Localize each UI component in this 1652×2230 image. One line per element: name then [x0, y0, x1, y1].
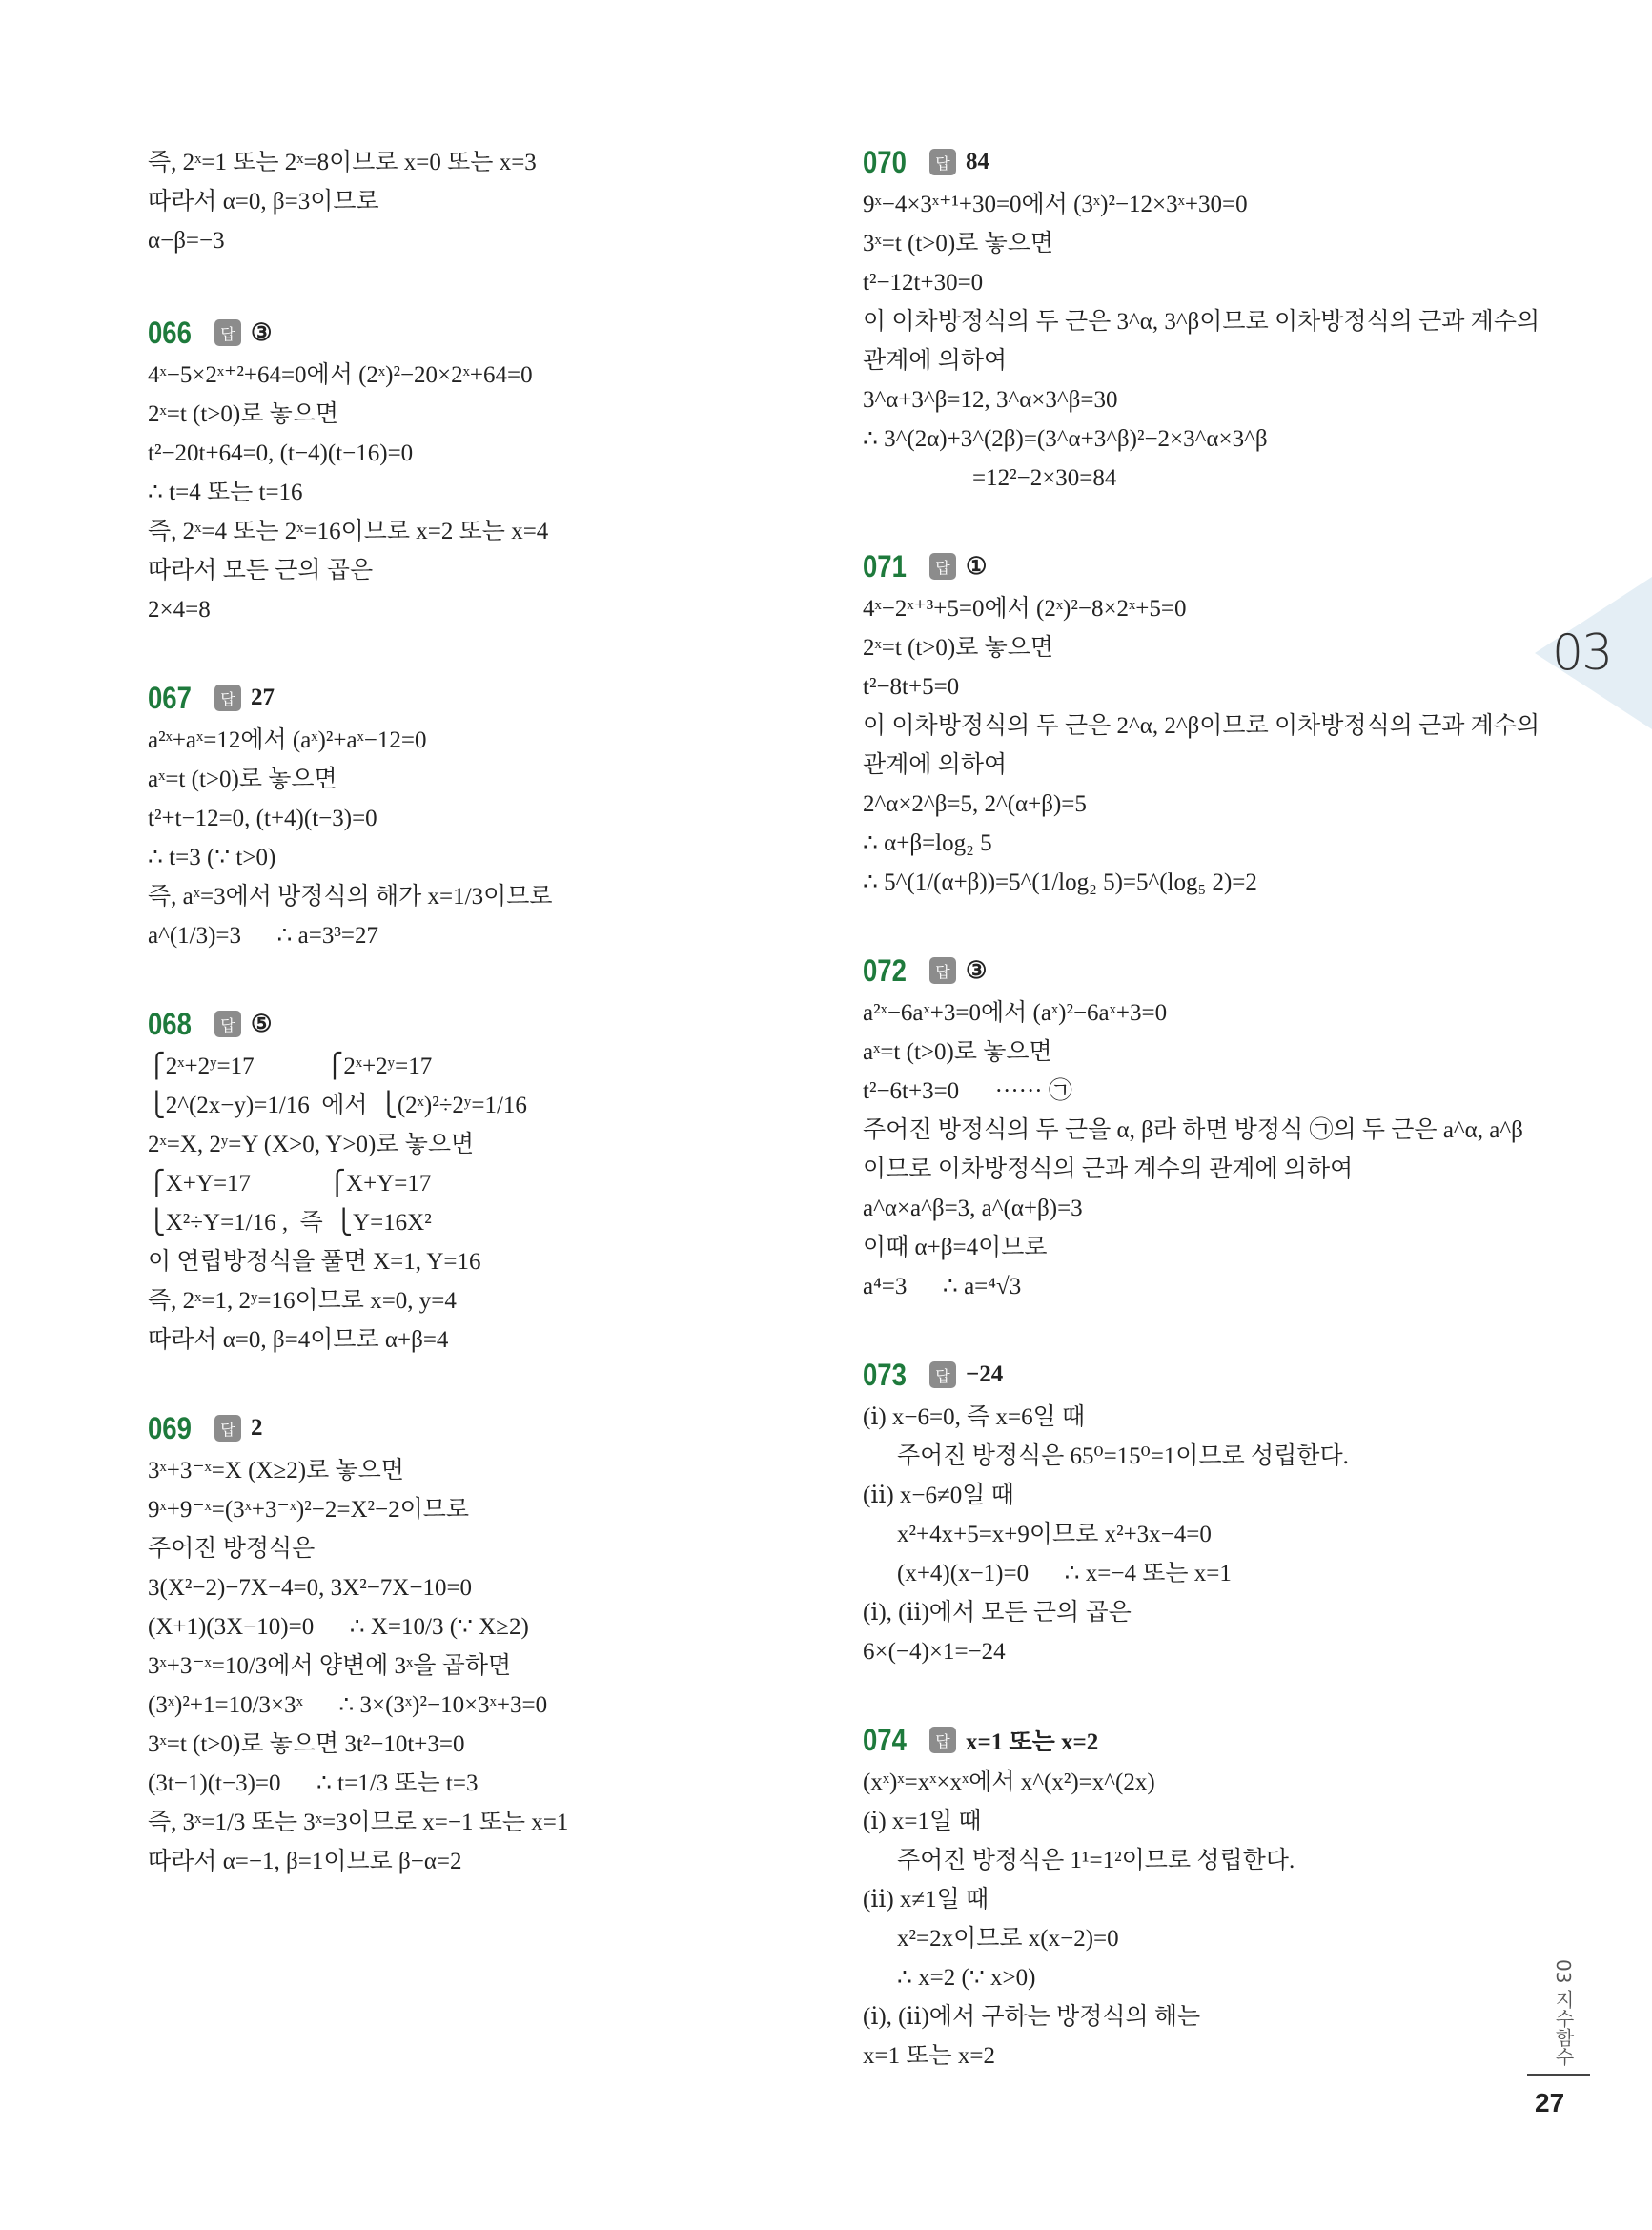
problem-header	[148, 1409, 815, 1447]
solution-line: (ⅰ) x−6=0, 즉 x=6일 때	[863, 1404, 1086, 1430]
solution-line: a⁴=3 ∴ a=⁴√3	[863, 1274, 1022, 1299]
solution-line: ⎩2^(2x−y)=1/16 에서 ⎩(2ˣ)²÷2ʸ=1/16	[148, 1093, 527, 1118]
answer-badge: 답	[929, 553, 956, 580]
answer-badge: 답	[214, 319, 241, 346]
problem-number: 067	[148, 680, 192, 715]
solution-line: aˣ=t (t>0)로 놓으면	[863, 1039, 1052, 1065]
solution-line: a²ˣ+aˣ=12에서 (aˣ)²+aˣ−12=0	[148, 727, 427, 753]
solution-line: 따라서 α=0, β=3이므로	[148, 189, 379, 215]
answer-value: ①	[966, 554, 988, 580]
right-column	[863, 143, 1540, 2125]
problem-header	[863, 1721, 1530, 1759]
solution-line: 3ˣ=t (t>0)로 놓으면	[863, 231, 1054, 256]
answer-badge: 답	[929, 1361, 956, 1388]
solution-line: a^α×a^β=3, a^(α+β)=3	[863, 1196, 1083, 1221]
solution-line: aˣ=t (t>0)로 놓으면	[148, 767, 337, 792]
problem-block-071	[863, 547, 1540, 902]
solution-line: 3^α+3^β=12, 3^α×3^β=30	[863, 387, 1118, 413]
solution-line: 이 이차방정식의 두 근은 3^α, 3^β이므로 이차방정식의 근과 계수의	[863, 309, 1540, 335]
solution-line: ∴ t=3 (∵ t>0)	[148, 845, 276, 870]
answer-badge: 답	[929, 1727, 956, 1753]
solution-line: 이므로 이차방정식의 근과 계수의 관계에 의하여	[863, 1156, 1354, 1182]
problem-number: 071	[863, 548, 907, 583]
solution-line: 3(X²−2)−7X−4=0, 3X²−7X−10=0	[148, 1575, 473, 1601]
solution-line: =12²−2×30=84	[972, 465, 1117, 491]
problem-header	[148, 1005, 815, 1043]
solution-line: 즉, 2ˣ=1 또는 2ˣ=8이므로 x=0 또는 x=3	[148, 150, 537, 175]
problem-number: 068	[148, 1006, 192, 1041]
solution-line: 2ˣ=X, 2ʸ=Y (X>0, Y>0)로 놓으면	[148, 1132, 475, 1157]
problem-number: 066	[148, 315, 192, 350]
answer-value: 2	[251, 1415, 263, 1441]
solution-line: (ⅰ), (ⅱ)에서 구하는 방정식의 해는	[863, 2004, 1201, 2030]
problem-header	[863, 1356, 1530, 1394]
solution-line: ⎩X²÷Y=1/16 , 즉 ⎩Y=16X²	[148, 1210, 432, 1236]
solution-line: α−β=−3	[148, 228, 225, 254]
solution-line: (xˣ)ˣ=xˣ×xˣ에서 x^(x²)=x^(2x)	[863, 1770, 1155, 1795]
solution-line: 3ˣ+3⁻ˣ=10/3에서 양변에 3ˣ을 곱하면	[148, 1653, 512, 1679]
solution-line: (ⅰ) x=1일 때	[863, 1809, 982, 1834]
solution-line: 즉, aˣ=3에서 방정식의 해가 x=1/3이므로	[148, 884, 553, 910]
solution-line: ∴ 5^(1/(α+β))=5^(1/log₂ 5)=5^(log₅ 2)=2	[863, 869, 1257, 895]
answer-value: ⑤	[251, 1012, 273, 1037]
problem-block-069	[148, 1409, 815, 1881]
problem-block-068	[148, 1005, 815, 1360]
solution-line: t²−6t+3=0 ······ ㉠	[863, 1078, 1072, 1104]
problem-block-074	[863, 1721, 1530, 2076]
solution-line: t²−20t+64=0, (t−4)(t−16)=0	[148, 440, 414, 466]
solution-line: 4ˣ−2ˣ⁺³+5=0에서 (2ˣ)²−8×2ˣ+5=0	[863, 596, 1187, 622]
solution-line: 관계에 의하여	[863, 752, 1008, 778]
chapter-tab-label: 03	[1552, 624, 1612, 682]
solution-line: ⎧X+Y=17 ⎧X+Y=17	[148, 1171, 432, 1197]
solution-line: 2ˣ=t (t>0)로 놓으면	[148, 401, 339, 427]
solution-line: ∴ t=4 또는 t=16	[148, 480, 303, 505]
solution-line: 주어진 방정식은	[148, 1536, 316, 1562]
problem-block-073	[863, 1356, 1530, 1671]
answer-value: ③	[251, 320, 273, 346]
solution-line: 이때 α+β=4이므로	[863, 1235, 1048, 1260]
solution-line: 4ˣ−5×2ˣ⁺²+64=0에서 (2ˣ)²−20×2ˣ+64=0	[148, 362, 533, 388]
solution-line: (ⅱ) x−6≠0일 때	[863, 1483, 1014, 1508]
solution-line: 주어진 방정식은 1¹=1²이므로 성립한다.	[897, 1848, 1295, 1873]
solution-line: ∴ x=2 (∵ x>0)	[897, 1965, 1036, 1991]
solution-line: 즉, 3ˣ=1/3 또는 3ˣ=3이므로 x=−1 또는 x=1	[148, 1810, 569, 1835]
solution-line: 이 이차방정식의 두 근은 2^α, 2^β이므로 이차방정식의 근과 계수의	[863, 713, 1540, 739]
problem-number: 070	[863, 144, 907, 179]
solution-line: x=1 또는 x=2	[863, 2043, 995, 2069]
solution-line: (3ˣ)²+1=10/3×3ˣ ∴ 3×(3ˣ)²−10×3ˣ+3=0	[148, 1692, 548, 1718]
solution-line: a^(1/3)=3 ∴ a=3³=27	[148, 923, 378, 949]
solution-line: 9ˣ+9⁻ˣ=(3ˣ+3⁻ˣ)²−2=X²−2이므로	[148, 1497, 470, 1523]
problem-number: 073	[863, 1357, 907, 1392]
solution-line: 관계에 의하여	[863, 348, 1008, 374]
solution-line: 6×(−4)×1=−24	[863, 1639, 1006, 1665]
solution-line: ∴ α+β=log₂ 5	[863, 830, 992, 856]
solution-line: 2×4=8	[148, 597, 211, 623]
answer-value: −24	[966, 1361, 1004, 1387]
solution-line: (ⅰ), (ⅱ)에서 모든 근의 곱은	[863, 1600, 1132, 1626]
solution-line: 주어진 방정식의 두 근을 α, β라 하면 방정식 ㉠의 두 근은 a^α, a^β	[863, 1117, 1523, 1143]
solution-line: x²+4x+5=x+9이므로 x²+3x−4=0	[897, 1522, 1212, 1547]
page-number: 27	[1535, 2088, 1565, 2117]
solution-line: 9ˣ−4×3ˣ⁺¹+30=0에서 (3ˣ)²−12×3ˣ+30=0	[863, 192, 1248, 217]
problem-block-070	[863, 143, 1540, 498]
solution-line: 따라서 모든 근의 곱은	[148, 558, 374, 583]
solution-line: 따라서 α=0, β=4이므로 α+β=4	[148, 1327, 449, 1353]
side-chapter-label: 03 지수함수	[1552, 1959, 1575, 2066]
solution-line: 주어진 방정식은 65⁰=15⁰=1이므로 성립한다.	[897, 1443, 1349, 1469]
solution-line: (3t−1)(t−3)=0 ∴ t=1/3 또는 t=3	[148, 1770, 479, 1796]
continued-solution	[148, 143, 815, 260]
solution-line: (x+4)(x−1)=0 ∴ x=−4 또는 x=1	[897, 1561, 1232, 1586]
solution-line: 즉, 2ˣ=4 또는 2ˣ=16이므로 x=2 또는 x=4	[148, 519, 549, 544]
solution-line: 3ˣ+3⁻ˣ=X (X≥2)로 놓으면	[148, 1458, 404, 1483]
answer-value: ③	[966, 958, 988, 984]
solution-line: t²−8t+5=0	[863, 674, 960, 700]
answer-badge: 답	[214, 1011, 241, 1037]
problem-block-067	[148, 679, 815, 955]
solution-line: a²ˣ−6aˣ+3=0에서 (aˣ)²−6aˣ+3=0	[863, 1000, 1168, 1026]
side-rule	[1527, 2074, 1590, 2076]
solution-line: 2ˣ=t (t>0)로 놓으면	[863, 635, 1054, 661]
problem-header	[863, 143, 1530, 181]
solution-line: t²−12t+30=0	[863, 270, 984, 296]
solution-line: 즉, 2ˣ=1, 2ʸ=16이므로 x=0, y=4	[148, 1288, 457, 1314]
answer-value: 84	[966, 149, 989, 174]
left-column	[148, 143, 815, 1931]
solution-line: ⎧2ˣ+2ʸ=17 ⎧2ˣ+2ʸ=17	[148, 1054, 433, 1079]
solution-line: t²+t−12=0, (t+4)(t−3)=0	[148, 806, 377, 831]
problem-number: 069	[148, 1410, 192, 1445]
solution-line: (ⅱ) x≠1일 때	[863, 1887, 989, 1913]
solution-line: ∴ 3^(2α)+3^(2β)=(3^α+3^β)²−2×3^α×3^β	[863, 426, 1268, 452]
solution-line: 2^α×2^β=5, 2^(α+β)=5	[863, 791, 1087, 817]
problem-header	[148, 314, 815, 352]
problem-block-072	[863, 951, 1530, 1306]
answer-value: x=1 또는 x=2	[966, 1729, 1099, 1755]
solution-line: (X+1)(3X−10)=0 ∴ X=10/3 (∵ X≥2)	[148, 1614, 529, 1640]
answer-badge: 답	[929, 149, 956, 175]
problem-header	[863, 547, 1530, 585]
solution-line: 이 연립방정식을 풀면 X=1, Y=16	[148, 1249, 481, 1275]
answer-badge: 답	[214, 1415, 241, 1442]
problem-number: 072	[863, 952, 907, 988]
answer-value: 27	[251, 685, 275, 710]
problem-header	[863, 951, 1530, 990]
problem-block-066	[148, 314, 815, 629]
problem-number: 074	[863, 1722, 907, 1757]
solution-line: 따라서 α=−1, β=1이므로 β−α=2	[148, 1849, 462, 1874]
answer-badge: 답	[214, 685, 241, 711]
problem-header	[148, 679, 815, 717]
solution-line: 3ˣ=t (t>0)로 놓으면 3t²−10t+3=0	[148, 1731, 465, 1757]
solution-line: x²=2x이므로 x(x−2)=0	[897, 1926, 1119, 1952]
answer-badge: 답	[929, 957, 956, 984]
